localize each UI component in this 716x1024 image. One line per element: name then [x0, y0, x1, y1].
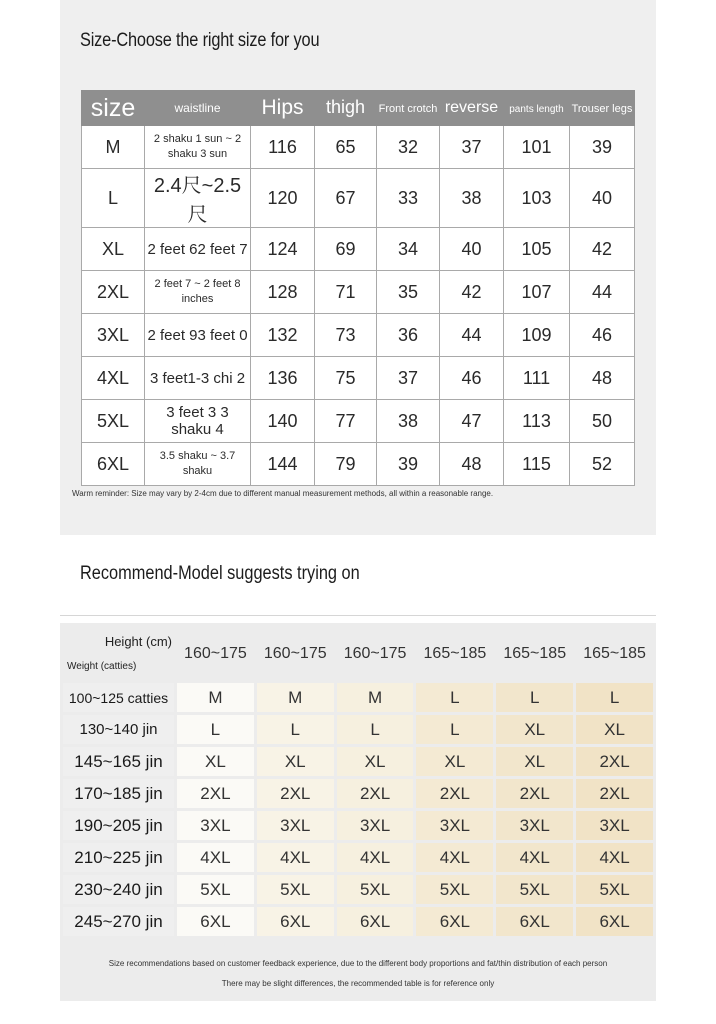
recommended-size-cell: M: [337, 683, 414, 712]
size-value-cell: 101: [504, 126, 570, 169]
size-label-cell: 3XL: [82, 314, 145, 357]
size-value-cell: 105: [504, 228, 570, 271]
size-value-cell: 136: [251, 357, 315, 400]
size-value-cell: 39: [377, 443, 440, 486]
recommended-size-cell: 6XL: [257, 907, 334, 936]
recommended-size-cell: XL: [337, 747, 414, 776]
recommended-size-cell: 5XL: [337, 875, 414, 904]
height-header: 160~175: [177, 628, 254, 680]
height-header: 160~175: [257, 628, 334, 680]
size-value-cell: 2.4尺~2.5尺: [145, 169, 251, 228]
size-table-row: [82, 357, 635, 400]
size-value-cell: 71: [315, 271, 377, 314]
recommend-row: [63, 683, 653, 712]
weight-range-cell: 190~205 jin: [63, 811, 174, 840]
height-header: 165~185: [416, 628, 493, 680]
recommend-row: [63, 875, 653, 904]
size-value-cell: 111: [504, 357, 570, 400]
size-table-header-row: [82, 91, 635, 126]
weight-range-cell: 245~270 jin: [63, 907, 174, 936]
recommended-size-cell: XL: [496, 747, 573, 776]
recommend-title: Recommend-Model suggests trying on: [80, 563, 360, 584]
recommended-size-cell: L: [576, 683, 653, 712]
size-value-cell: 115: [504, 443, 570, 486]
size-value-cell: 40: [440, 228, 504, 271]
size-label-cell: 4XL: [82, 357, 145, 400]
size-value-cell: 37: [440, 126, 504, 169]
recommended-size-cell: 4XL: [416, 843, 493, 872]
recommended-size-cell: 3XL: [177, 811, 254, 840]
header-thigh: thigh: [315, 91, 377, 126]
recommended-size-cell: 2XL: [337, 779, 414, 808]
recommended-size-cell: 4XL: [576, 843, 653, 872]
size-value-cell: 113: [504, 400, 570, 443]
recommended-size-cell: 2XL: [257, 779, 334, 808]
recommended-size-cell: 2XL: [496, 779, 573, 808]
size-value-cell: 79: [315, 443, 377, 486]
recommended-size-cell: M: [257, 683, 334, 712]
size-label-cell: 5XL: [82, 400, 145, 443]
size-value-cell: 40: [570, 169, 635, 228]
size-value-cell: 47: [440, 400, 504, 443]
table-corner-cell: [63, 628, 174, 680]
size-value-cell: 124: [251, 228, 315, 271]
size-value-cell: 2 shaku 1 sun ~ 2 shaku 3 sun: [145, 126, 251, 169]
size-value-cell: 48: [570, 357, 635, 400]
recommended-size-cell: 5XL: [496, 875, 573, 904]
size-value-cell: 38: [440, 169, 504, 228]
size-value-cell: 39: [570, 126, 635, 169]
recommended-size-cell: 4XL: [177, 843, 254, 872]
size-value-cell: 33: [377, 169, 440, 228]
size-value-cell: 67: [315, 169, 377, 228]
recommended-size-cell: L: [416, 715, 493, 744]
size-value-cell: 109: [504, 314, 570, 357]
size-value-cell: 37: [377, 357, 440, 400]
size-value-cell: 44: [440, 314, 504, 357]
size-value-cell: 144: [251, 443, 315, 486]
recommended-size-cell: 2XL: [177, 779, 254, 808]
weight-range-cell: 100~125 catties: [63, 683, 174, 712]
recommend-row: [63, 811, 653, 840]
divider: [60, 615, 656, 616]
size-value-cell: 107: [504, 271, 570, 314]
recommend-row: [63, 715, 653, 744]
recommended-size-cell: 2XL: [576, 779, 653, 808]
size-value-cell: 38: [377, 400, 440, 443]
recommended-size-cell: XL: [496, 715, 573, 744]
weight-range-cell: 130~140 jin: [63, 715, 174, 744]
height-axis-label: Height (cm): [104, 634, 172, 649]
size-table-row: [82, 314, 635, 357]
recommended-size-cell: 3XL: [576, 811, 653, 840]
weight-range-cell: 230~240 jin: [63, 875, 174, 904]
recommend-row: [63, 843, 653, 872]
recommended-size-cell: M: [177, 683, 254, 712]
recommended-size-cell: L: [177, 715, 254, 744]
header-hips: Hips: [251, 91, 315, 126]
header-waistline: waistline: [145, 91, 251, 126]
recommended-size-cell: 5XL: [257, 875, 334, 904]
recommended-size-cell: 6XL: [416, 907, 493, 936]
size-table-row: [82, 228, 635, 271]
header-front-crotch: Front crotch: [377, 91, 440, 126]
size-table: [81, 90, 635, 486]
recommend-row: [63, 779, 653, 808]
recommended-size-cell: L: [496, 683, 573, 712]
recommend-row: [63, 747, 653, 776]
recommend-panel: [60, 623, 656, 1001]
recommended-size-cell: L: [257, 715, 334, 744]
recommended-size-cell: 6XL: [576, 907, 653, 936]
weight-range-cell: 145~165 jin: [63, 747, 174, 776]
recommended-size-cell: 2XL: [576, 747, 653, 776]
weight-range-cell: 170~185 jin: [63, 779, 174, 808]
warm-reminder: Warm reminder: Size may vary by 2-4cm due to different manual measurement methods, all within a reasonable range.: [72, 489, 494, 498]
size-value-cell: 3 feet 3 3 shaku 4: [145, 400, 251, 443]
recommended-size-cell: 6XL: [177, 907, 254, 936]
size-value-cell: 42: [570, 228, 635, 271]
size-value-cell: 128: [251, 271, 315, 314]
recommend-note-line2: There may be slight differences, the recommended table is for reference only: [221, 979, 495, 988]
height-header: 160~175: [337, 628, 414, 680]
size-value-cell: 46: [440, 357, 504, 400]
recommended-size-cell: 4XL: [496, 843, 573, 872]
weight-axis-label: Weight (catties): [67, 661, 137, 672]
header-trouser-legs: Trouser legs: [570, 91, 635, 126]
size-table-row: [82, 126, 635, 169]
size-value-cell: 50: [570, 400, 635, 443]
recommended-size-cell: XL: [416, 747, 493, 776]
height-header: 165~185: [496, 628, 573, 680]
size-value-cell: 48: [440, 443, 504, 486]
recommended-size-cell: 6XL: [496, 907, 573, 936]
recommend-row: [63, 907, 653, 936]
size-value-cell: 35: [377, 271, 440, 314]
recommend-table: [60, 625, 656, 939]
size-label-cell: L: [82, 169, 145, 228]
size-value-cell: 32: [377, 126, 440, 169]
header-size: size: [82, 91, 145, 126]
size-value-cell: 103: [504, 169, 570, 228]
recommend-header-row: [63, 628, 653, 680]
size-value-cell: 73: [315, 314, 377, 357]
size-value-cell: 2 feet 62 feet 7: [145, 228, 251, 271]
size-table-row: [82, 169, 635, 228]
recommended-size-cell: 3XL: [416, 811, 493, 840]
recommended-size-cell: XL: [177, 747, 254, 776]
recommended-size-cell: L: [337, 715, 414, 744]
size-label-cell: XL: [82, 228, 145, 271]
size-value-cell: 44: [570, 271, 635, 314]
recommended-size-cell: 3XL: [496, 811, 573, 840]
weight-range-cell: 210~225 jin: [63, 843, 174, 872]
recommended-size-cell: 5XL: [576, 875, 653, 904]
recommended-size-cell: 5XL: [416, 875, 493, 904]
size-value-cell: 120: [251, 169, 315, 228]
size-table-row: [82, 271, 635, 314]
size-value-cell: 2 feet 93 feet 0: [145, 314, 251, 357]
size-value-cell: 140: [251, 400, 315, 443]
size-value-cell: 77: [315, 400, 377, 443]
recommend-note-line1: Size recommendations based on customer feedback experience, due to the different body proportions and fat/thin distribution of each person: [108, 959, 608, 968]
size-value-cell: 52: [570, 443, 635, 486]
size-value-cell: 42: [440, 271, 504, 314]
size-label-cell: 6XL: [82, 443, 145, 486]
size-table-row: [82, 443, 635, 486]
size-value-cell: 3 feet1-3 chi 2: [145, 357, 251, 400]
recommended-size-cell: XL: [257, 747, 334, 776]
size-value-cell: 3.5 shaku ~ 3.7 shaku: [145, 443, 251, 486]
recommended-size-cell: 6XL: [337, 907, 414, 936]
size-value-cell: 34: [377, 228, 440, 271]
size-label-cell: 2XL: [82, 271, 145, 314]
size-value-cell: 46: [570, 314, 635, 357]
recommended-size-cell: 3XL: [337, 811, 414, 840]
recommended-size-cell: XL: [576, 715, 653, 744]
recommended-size-cell: L: [416, 683, 493, 712]
header-pants-length: pants length: [504, 91, 570, 126]
size-label-cell: M: [82, 126, 145, 169]
size-value-cell: 36: [377, 314, 440, 357]
size-chart-panel: [60, 0, 656, 535]
size-chart-title: Size-Choose the right size for you: [80, 30, 320, 51]
size-value-cell: 132: [251, 314, 315, 357]
recommended-size-cell: 2XL: [416, 779, 493, 808]
recommended-size-cell: 4XL: [337, 843, 414, 872]
size-value-cell: 116: [251, 126, 315, 169]
recommended-size-cell: 4XL: [257, 843, 334, 872]
header-reverse: reverse: [440, 91, 504, 126]
recommended-size-cell: 3XL: [257, 811, 334, 840]
size-value-cell: 2 feet 7 ~ 2 feet 8 inches: [145, 271, 251, 314]
size-value-cell: 75: [315, 357, 377, 400]
size-value-cell: 69: [315, 228, 377, 271]
height-header: 165~185: [576, 628, 653, 680]
size-value-cell: 65: [315, 126, 377, 169]
size-table-row: [82, 400, 635, 443]
recommended-size-cell: 5XL: [177, 875, 254, 904]
